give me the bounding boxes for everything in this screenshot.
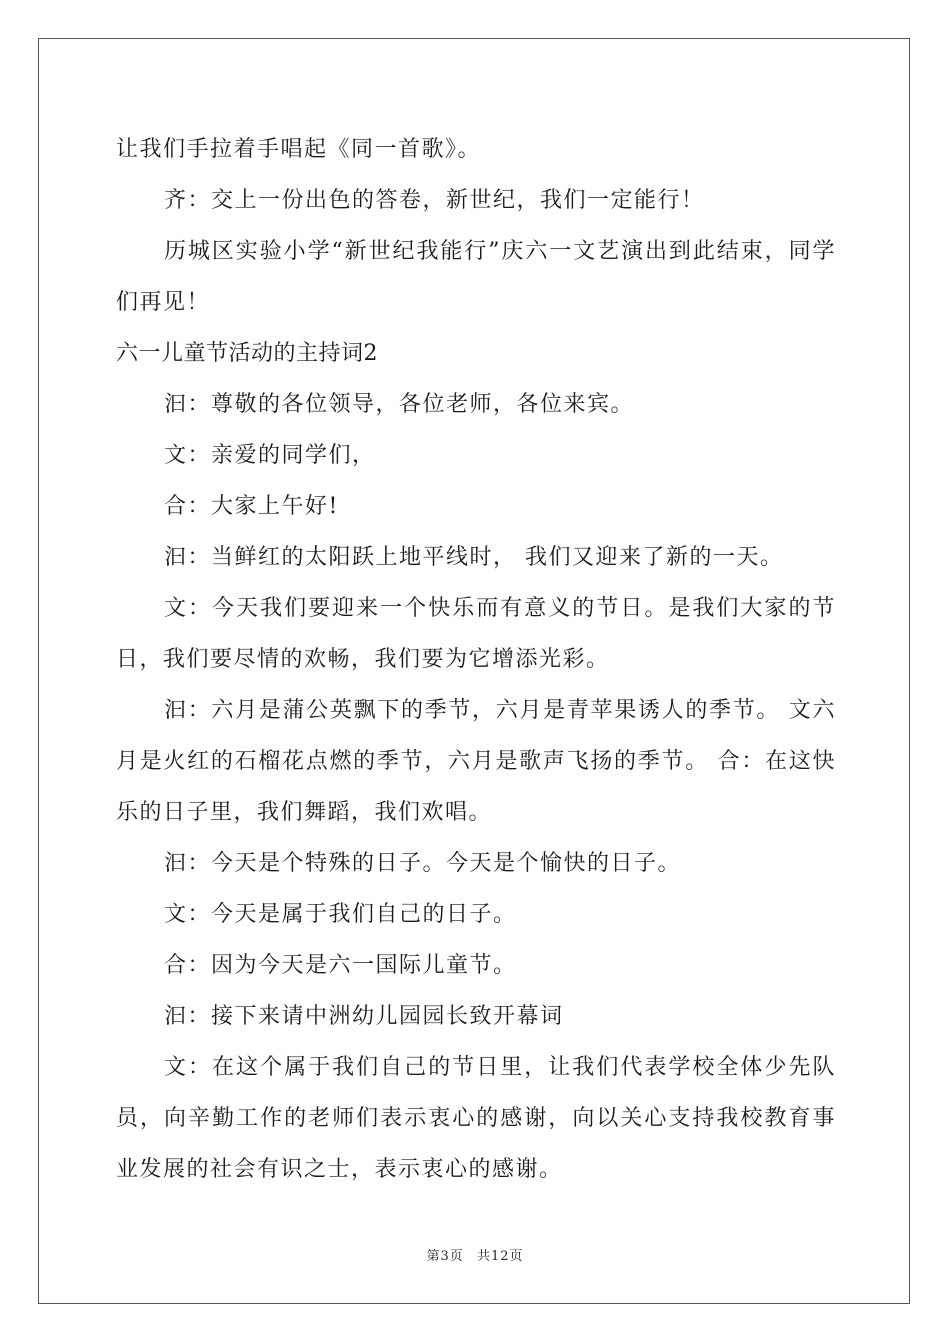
section-heading: 六一儿童节活动的主持词2 — [116, 341, 378, 366]
paragraph: 齐：交上一份出色的答卷，新世纪，我们一定能行！ — [164, 188, 705, 213]
paragraph: 汩：今天是个特殊的日子。今天是个愉快的日子。 — [164, 851, 682, 876]
paragraph: 文：亲爱的同学们， — [164, 443, 376, 468]
paragraph: 合：大家上午好! — [164, 494, 339, 519]
page-number: 第3页 — [426, 1249, 464, 1264]
paragraph: 汩：接下来请中洲幼儿园园长致开幕词 — [164, 1004, 564, 1029]
page-footer — [0, 1245, 950, 1264]
paragraph: 让我们手拉着手唱起《同一首歌》。 — [116, 137, 482, 162]
paragraph: 文：在这个属于我们自己的节日里，让我们代表学校全体少先队员，向辛勤工作的老师们表示衷心的感谢，向以关心支持我校教育事业发展的社会有识之士，表示衷心的感谢。 — [116, 1055, 836, 1182]
paragraph: 汩：当鲜红的太阳跃上地平线时， 我们又迎来了新的一天。 — [164, 545, 784, 570]
paragraph: 历城区实验小学“新世纪我能行”庆六一文艺演出到此结束，同学们再见！ — [116, 239, 836, 315]
paragraph: 文：今天是属于我们自己的日子。 — [164, 902, 517, 927]
paragraph: 汩：六月是蒲公英飘下的季节，六月是青苹果诱人的季节。 文六月是火红的石榴花点燃的季节，六月是歌声飞扬的季节。 合：在这快乐的日子里，我们舞蹈，我们欢唱。 — [116, 698, 836, 825]
document-body — [116, 124, 836, 1195]
paragraph: 文：今天我们要迎来一个快乐而有意义的节日。是我们大家的节日，我们要尽情的欢畅，我们要为它增添光彩。 — [116, 596, 836, 672]
paragraph: 汩：尊敬的各位领导，各位老师，各位来宾。 — [164, 392, 635, 417]
page-total: 共12页 — [476, 1249, 524, 1264]
paragraph: 合：因为今天是六一国际儿童节。 — [164, 953, 517, 978]
